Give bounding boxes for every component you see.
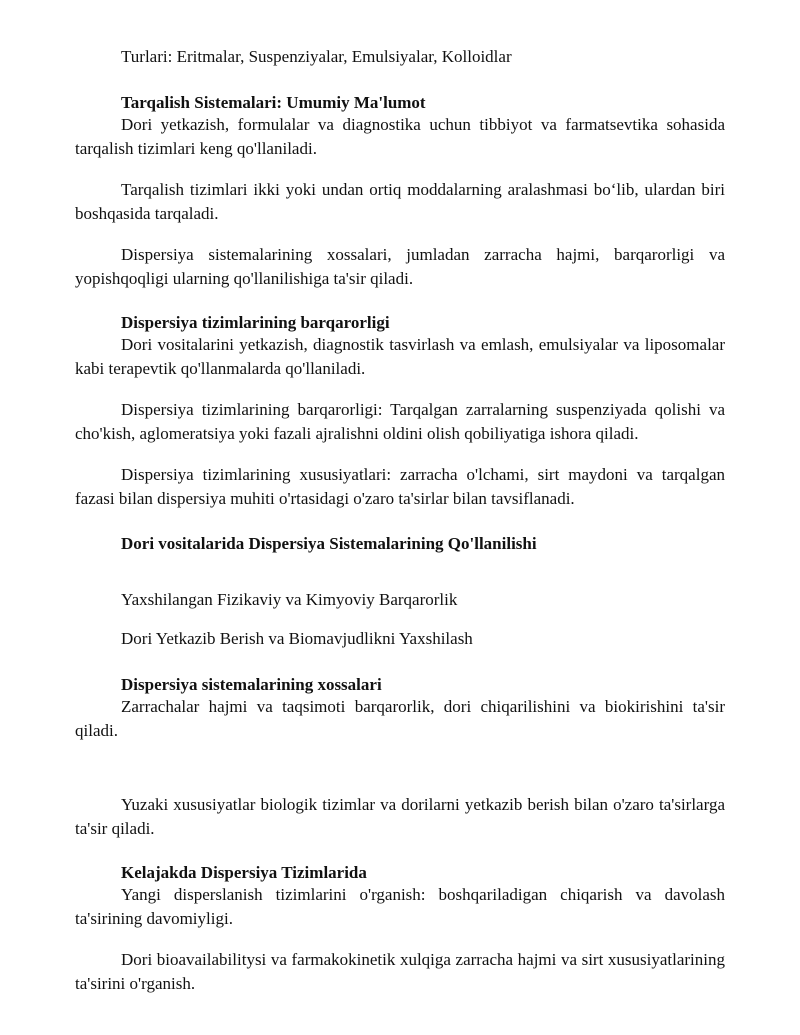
paragraph: Dispersiya sistemalarining xossalari, jumladan zarracha hajmi, barqarorligi va yopishqoqligi ularning qo'llanilishiga ta'sir qiladi. [75, 245, 725, 288]
section-heading-future: Kelajakda Dispersiya Tizimlarida [121, 863, 367, 882]
list-item: Yaxshilangan Fizikaviy va Kimyoviy Barqarorlik [121, 590, 458, 609]
section-heading-general-info: Tarqalish Sistemalari: Umumiy Ma'lumot [121, 93, 426, 112]
paragraph: Dori vositalarini yetkazish, diagnostik tasvirlash va emlash, emulsiyalar va liposomalar kabi terapevtik qo'llanmalarda qo'llaniladi. [75, 335, 725, 378]
paragraph: Dispersiya tizimlarining xususiyatlari: zarracha o'lchami, sirt maydoni va tarqalgan fazasi bilan dispersiya muhiti o'rtasidagi o'zaro ta'sirlar bilan tavsiflanadi. [75, 465, 725, 508]
paragraph: Zarrachalar hajmi va taqsimoti barqarorlik, dori chiqarilishini va biokirishini ta'sir qiladi. [75, 697, 725, 740]
paragraph: Dori yetkazish, formulalar va diagnostika uchun tibbiyot va farmatsevtika sohasida tarqalish tizimlari keng qo'llaniladi. [75, 115, 725, 158]
paragraph: Dispersiya tizimlarining barqarorligi: Tarqalgan zarralarning suspenziyada qolishi va cho'kish, aglomeratsiya yoki fazali ajralishni oldini olish qobiliyatiga ishora qiladi. [75, 400, 725, 443]
paragraph: Dori bioavailabilitysi va farmakokinetik xulqiga zarracha hajmi va sirt xususiyatlarining ta'sirini o'rganish. [75, 950, 725, 993]
section-heading-properties: Dispersiya sistemalarining xossalari [121, 675, 382, 694]
list-item: Dori Yetkazib Berish va Biomavjudlikni Yaxshilash [121, 629, 473, 648]
paragraph: Tarqalish tizimlari ikki yoki undan ortiq moddalarning aralashmasi bo‘lib, ulardan biri boshqasida tarqaladi. [75, 180, 725, 223]
types-line: Turlari: Eritmalar, Suspenziyalar, Emulsiyalar, Kolloidlar [121, 47, 512, 66]
paragraph: Yangi disperslanish tizimlarini o'rganish: boshqariladigan chiqarish va davolash ta'sirining davomiyligi. [75, 885, 725, 928]
section-heading-applications: Dori vositalarida Dispersiya Sistemalarining Qo'llanilishi [121, 534, 537, 553]
paragraph: Yuzaki xususiyatlar biologik tizimlar va dorilarni yetkazib berish bilan o'zaro ta'sirlarga ta'sir qiladi. [75, 795, 725, 838]
section-heading-stability: Dispersiya tizimlarining barqarorligi [121, 313, 390, 332]
